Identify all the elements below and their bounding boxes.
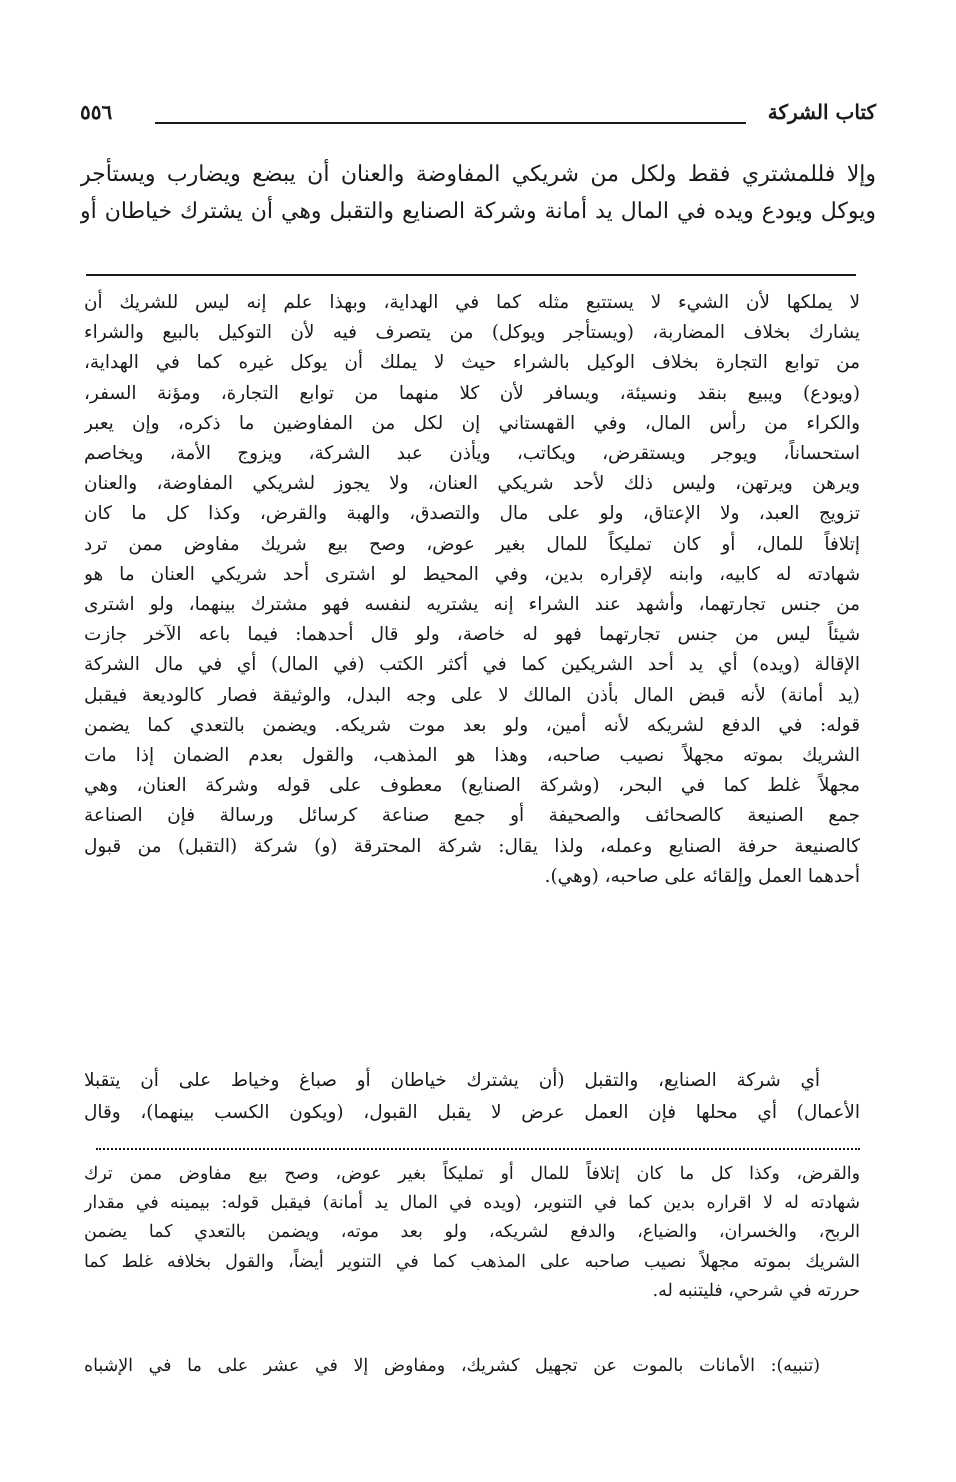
commentary-line: أي شركة الصنايع، والتقبل (أن يشترك خياطان أو صباغ وخياط على أن يتقبلا — [84, 1070, 820, 1091]
commentary-line: كالصنيعة حرفة الصنايع وعمله، ولذا يقال: شركة المحترقة (و) شركة (التقبل) من قبول — [84, 835, 860, 857]
main-text — [80, 156, 876, 230]
footnote-line: والقرض، وكذا كل ما كان إتلافاً للمال أو تمليكاً بغير عوض، وصح بيع مفاوض ممن ترك — [84, 1164, 860, 1184]
commentary-paragraph-2 — [84, 1065, 860, 1129]
footnote-divider — [96, 1148, 860, 1150]
page-number: ٥٥٦ — [80, 100, 113, 124]
commentary-line: من جنس تجارتهما، وأشهد عند الشراء إنه يشتريه لنفسه فهو مشترك بينهما، ولو اشترى — [84, 594, 860, 616]
commentary-line: لا يملكها لأن الشيء لا يستتبع مثله كما في الهداية، وبهذا علم إنه ليس للشريك أن — [84, 292, 860, 313]
commentary-line: (ويودع) ويبيع بنقد ونسيئة، ويسافر لأن كلا منهما من توابع التجارة، ومؤنة السفر، — [84, 382, 860, 404]
commentary-line: شهادته له كابيه، وابنه لإقراره بدين، وفي المحيط لو اشترى أحد شريكي العنان ما هو — [84, 563, 860, 585]
main-line: وإلا فللمشتري فقط ولكل من شريكي المفاوضة والعنان أن يبضع ويضارب ويستأجر — [80, 162, 876, 187]
note-line: (تنبيه): الأمانات بالموت عن تجهيل كشريك، ومفاوض إلا في عشر على ما في الإشباه — [84, 1356, 820, 1376]
commentary-line: أحدهما العمل وإلقائه على صاحبه، (وهي). — [544, 865, 860, 887]
note-block — [84, 1352, 860, 1381]
chapter-title: كتاب الشركة — [767, 100, 876, 124]
commentary-line: من توابع التجارة بخلاف الوكيل بالشراء حيث لا يملك أن يوكل غيره كما في الهداية، — [84, 352, 860, 374]
commentary-line: يشارك بخلاف المضاربة، (ويستأجر ويوكل) من يتصرف فيه لأن التوكيل بالبيع والشراء — [84, 322, 860, 344]
commentary-line: الإقالة (ويده) أي يد أحد الشريكين كما في أكثر الكتب (في المال) أي في مال الشركة — [84, 654, 860, 676]
commentary-line: تزويج العبد، ولا الإعتاق، ولو على مال والتصدق، والهبة والقرض، وكذا كل ما كان — [84, 503, 860, 525]
commentary-line: استحساناً، ويوجر ويستقرض، ويكاتب، ويأذن عبد الشركة، ويزوج الأمة، ويخاصم — [84, 443, 860, 465]
commentary-line: الشريك بموته مجهلاً نصيب صاحبه، وهذا هو المذهب، والقول بعدم الضمان إذا مات — [84, 745, 860, 767]
commentary-line: شيئاً ليس من جنس تجارتهما فهو له خاصة، ولو قال أحدهما: فيما باعه الآخر جازت — [84, 624, 860, 646]
commentary-line: جمع الصنيعة كالصحائف والصحيفة أو جمع صناعة كرسائل ورسالة فإن الصناعة — [84, 805, 860, 827]
commentary-line: ويرهن ويرتهن، وليس ذلك لأحد شريكي العنان، ولا يجوز لشريكي المفاوضة، والعنان — [84, 473, 860, 495]
footnote-block — [84, 1160, 860, 1306]
commentary-block — [84, 288, 860, 892]
main-line: ويوكل ويودع ويده في المال يد أمانة وشركة الصنايع والتقبل وهي أن يشترك خياطان أو — [80, 199, 876, 224]
page-header — [80, 94, 876, 134]
footnote-line: الشريك بموته مجهلاً نصيب صاحبه على المذهب كما في التنوير أيضاً، والقول بخلافه غلط كما — [84, 1251, 860, 1272]
commentary-line: إتلافاً للمال، أو كان تمليكاً للمال بغير عوض، وصح بيع شريك مفاوض ممن ترد — [84, 533, 860, 555]
commentary-line: والكراء من رأس المال، وفي القهستاني إن لكل من المفاوضين ما ذكره، وإن يعبر — [84, 412, 860, 434]
commentary-line: (يد أمانة) لأنه قبض المال بأذن المالك لا على وجه البدل، والوثيقة فصار كالوديعة فيقبل — [84, 684, 860, 706]
commentary-line: مجهلاً غلط كما في البحر، (وشركة الصنايع) معطوف على قوله وشركة العنان، وهي — [84, 775, 860, 797]
header-rule — [155, 122, 746, 124]
footnote-line: الربح، والخسران، والضياع، والدفع لشريكه، ولو بعد موته، ويضمن بالتعدي كما يضمن — [84, 1222, 860, 1243]
main-divider — [86, 274, 856, 276]
commentary-line: قوله: في الدفع لشريكه لأنه أمين، ولو بعد موت شريكه. ويضمن بالتعدي كما يضمن — [84, 714, 860, 736]
footnote-line: حررته في شرحي، فليتنبه له. — [652, 1280, 860, 1301]
commentary-line: الأعمال) أي محلها فإن العمل عرض لا يقبل القبول، (ويكون الكسب بينهما)، وقال — [84, 1102, 860, 1123]
footnote-line: شهادته له لا اقراره بدين كما في التنوير، (ويده في المال يد أمانة) فيقبل قوله: بيمينه في مقدار — [84, 1193, 860, 1214]
